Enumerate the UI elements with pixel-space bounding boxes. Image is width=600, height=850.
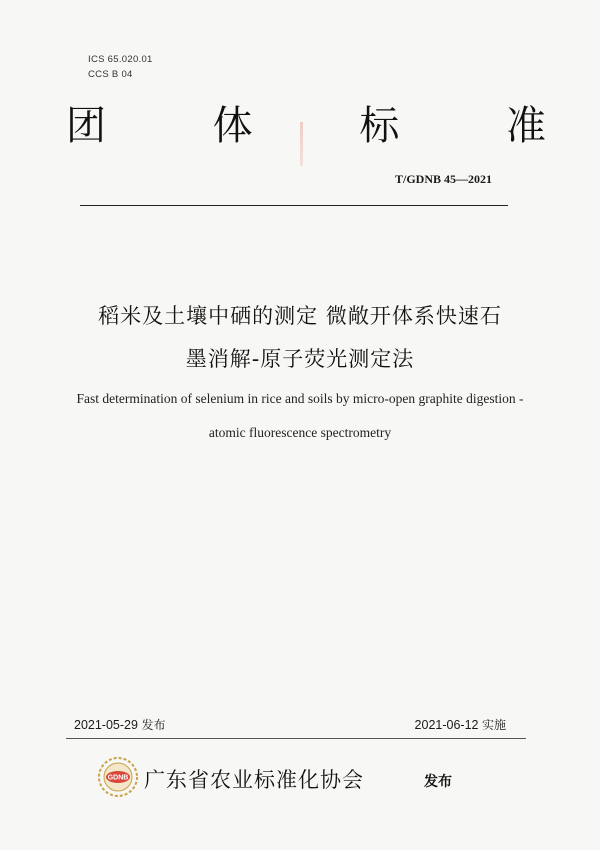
title-char: 团 [66, 102, 106, 149]
logo-text: GDNB [107, 774, 129, 782]
document-type-title [66, 96, 546, 148]
chinese-title-line-2: 墨消解-原子荧光测定法 [185, 347, 415, 371]
publisher-name: 广东省农业标准化协会 [144, 768, 364, 792]
footer-divider [66, 738, 526, 739]
publish-date-suffix: 发布 [141, 718, 166, 732]
association-logo-icon [97, 756, 139, 798]
effective-date [415, 716, 506, 733]
scan-mark [300, 122, 303, 166]
title-char: 体 [212, 102, 253, 149]
english-title-line-1: Fast determination of selenium in rice and soils by micro-open graphite digestion - [76, 391, 524, 406]
chinese-title-line-1: 稻米及土壤中硒的测定 微敞开体系快速石 [98, 304, 502, 328]
effective-date-value: 2021-06-12 [414, 718, 479, 732]
english-title-line-2: atomic fluorescence spectrometry [208, 425, 392, 440]
publisher-suffix: 发布 [424, 774, 452, 790]
header-divider [80, 205, 508, 206]
standard-number: T/GDNB 45—2021 [394, 172, 492, 186]
title-char: 标 [359, 102, 400, 149]
effective-date-suffix: 实施 [481, 718, 506, 732]
publish-date [74, 716, 165, 733]
ccs-code: CCS B 04 [88, 69, 133, 80]
ics-code: ICS 65.020.01 [88, 54, 153, 65]
publish-date-value: 2021-05-29 [74, 718, 138, 732]
title-char: 准 [505, 102, 546, 149]
